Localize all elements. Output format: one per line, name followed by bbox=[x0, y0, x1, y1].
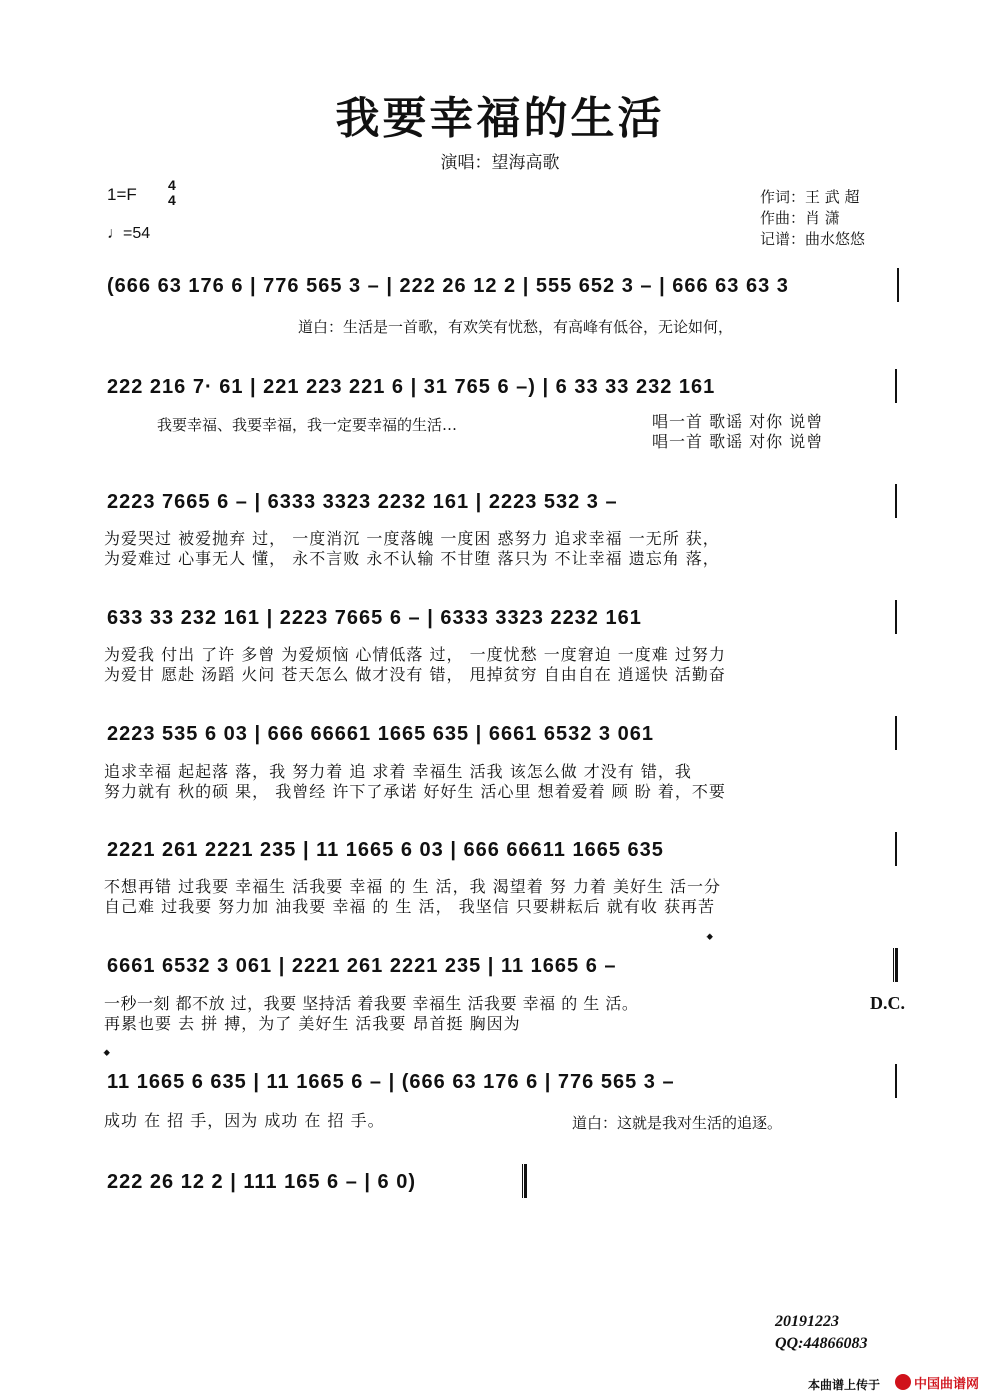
transcription-date: 20191223 bbox=[775, 1313, 839, 1330]
site-logo-text: 中国曲谱网 bbox=[914, 1376, 980, 1392]
barline bbox=[895, 484, 897, 518]
time-signature bbox=[168, 178, 176, 208]
transcriber-qq: QQ:44866083 bbox=[775, 1335, 868, 1352]
lyric-verse-1: 不想再错 过我要 幸福生 活我要 幸福 的 生 活，我 渴望着 努 力着 美好生 活一分 bbox=[104, 877, 722, 896]
lyric-verse-1: 为爱哭过 被爱抛弃 过， 一度消沉 一度落魄 一度困 惑努力 追求幸福 一无所 获， bbox=[104, 529, 720, 548]
site-logo-icon bbox=[895, 1374, 911, 1390]
time-signature-top: 4 bbox=[168, 177, 176, 193]
notation-line-7: 6661 6532 3 061 | 2221 261 2221 235 | 11 1665 6 – bbox=[107, 955, 617, 977]
key-signature: 1=F bbox=[107, 185, 137, 204]
upload-notice: 本曲谱上传于 bbox=[808, 1378, 881, 1392]
final-double-barline bbox=[893, 948, 898, 982]
lyric-verse-2: 为爱难过 心事无人 懂， 永不言败 永不认输 不甘堕 落只为 不让幸福 遗忘角 落， bbox=[104, 549, 720, 568]
composer-credit: 作曲：肖 潇 bbox=[760, 209, 840, 227]
site-logo[interactable] bbox=[895, 1371, 991, 1393]
notation-line-4: 633 33 232 161 | 2223 7665 6 – | 6333 3323 2232 161 bbox=[107, 607, 642, 629]
score-title: 我要幸福的生活 bbox=[335, 93, 665, 144]
coda-sign: 𝄌 bbox=[707, 930, 713, 949]
speech-line: 道白：生活是一首歌，有欢笑有忧愁，有高峰有低谷，无论如何， bbox=[298, 318, 734, 336]
notation-line-5: 2223 535 6 03 | 666 66661 1665 635 | 6661 6532 3 061 bbox=[107, 723, 654, 745]
tempo-marking: ♩=54 bbox=[107, 225, 151, 242]
transcriber-credit: 记谱：曲水悠悠 bbox=[760, 230, 866, 248]
lyric-verse-2: 唱一首 歌谣 对你 说曾 bbox=[652, 432, 824, 451]
barline bbox=[897, 268, 899, 302]
lyric-verse-1: 追求幸福 起起落 落，我 努力着 追 求着 幸福生 活我 该怎么做 才没有 错，我 bbox=[104, 762, 692, 781]
lyric-verse-1: 一秒一刻 都不放 过，我要 坚持活 着我要 幸福生 活我要 幸福 的 生 活。 bbox=[104, 994, 639, 1013]
speech-line: 我要幸福、我要幸福，我一定要幸福的生活… bbox=[157, 416, 458, 434]
lyric-verse-2: 自己难 过我要 努力加 油我要 幸福 的 生 活， 我坚信 只要耕耘后 就有收 获再苦 bbox=[104, 897, 715, 916]
final-double-barline bbox=[522, 1164, 527, 1198]
speech-line: 道白：这就是我对生活的追逐。 bbox=[572, 1114, 783, 1132]
notation-line-8: 11 1665 6 635 | 11 1665 6 – | (666 63 176 6 | 776 565 3 – bbox=[107, 1071, 675, 1093]
barline bbox=[895, 369, 897, 403]
singer-credit: 演唱：望海高歌 bbox=[440, 153, 560, 173]
lyric-verse-1: 唱一首 歌谣 对你 说曾 bbox=[652, 412, 824, 431]
lyric-verse-2: 为爱甘 愿赴 汤蹈 火问 苍天怎么 做才没有 错， 甩掉贫穷 自由自在 逍遥快 活勤奋 bbox=[104, 665, 726, 684]
notation-line-2: 222 216 7· 61 | 221 223 221 6 | 31 765 6 –) | 6 33 33 232 161 bbox=[107, 376, 716, 398]
notation-line-9: 222 26 12 2 | 111 165 6 – | 6 0) bbox=[107, 1171, 416, 1193]
dc-marking: D.C. bbox=[870, 993, 905, 1013]
lyric-verse-2: 努力就有 秋的硕 果， 我曾经 许下了承诺 好好生 活心里 想着爱着 顾 盼 着，不要 bbox=[104, 782, 726, 801]
barline bbox=[895, 716, 897, 750]
coda-sign: 𝄌 bbox=[104, 1046, 110, 1065]
barline bbox=[895, 832, 897, 866]
notation-line-1: (666 63 176 6 | 776 565 3 – | 222 26 12 2 | 555 652 3 – | 666 63 63 3 bbox=[107, 275, 789, 297]
lyric-verse-2: 再累也要 去 拼 搏，为了 美好生 活我要 昂首挺 胸因为 bbox=[104, 1014, 521, 1033]
time-signature-bottom: 4 bbox=[168, 192, 176, 208]
notation-line-6: 2221 261 2221 235 | 11 1665 6 03 | 666 66611 1665 635 bbox=[107, 839, 664, 861]
barline bbox=[895, 1064, 897, 1098]
notation-line-3: 2223 7665 6 – | 6333 3323 2232 161 | 2223 532 3 – bbox=[107, 491, 618, 513]
barline bbox=[895, 600, 897, 634]
lyric-verse-1: 为爱我 付出 了许 多曾 为爱烦恼 心情低落 过， 一度忧愁 一度窘迫 一度难 过努力 bbox=[104, 645, 726, 664]
lyric-verse-1: 成功 在 招 手，因为 成功 在 招 手。 bbox=[104, 1111, 385, 1130]
lyricist-credit: 作词：王 武 超 bbox=[760, 188, 860, 206]
